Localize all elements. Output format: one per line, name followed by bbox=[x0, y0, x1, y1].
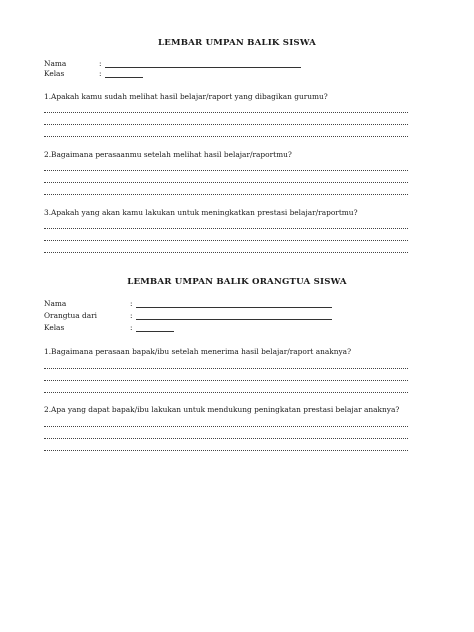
field-label: Orangtua dari bbox=[44, 311, 98, 320]
answer-line[interactable] bbox=[44, 124, 408, 125]
answer-line[interactable] bbox=[44, 240, 408, 241]
parent-section-title: LEMBAR UMPAN BALIK ORANGTUA SISWA bbox=[127, 277, 347, 287]
answer-line[interactable] bbox=[44, 380, 408, 381]
answer-line[interactable] bbox=[44, 392, 408, 393]
student-question-1: 1.Apakah kamu sudah melihat hasil belajar/raport yang dibagikan gurumu? bbox=[44, 92, 328, 101]
student-name-field bbox=[44, 59, 301, 68]
answer-line[interactable] bbox=[44, 426, 408, 427]
answer-line[interactable] bbox=[44, 450, 408, 451]
answer-line[interactable] bbox=[44, 170, 408, 171]
answer-line[interactable] bbox=[44, 112, 408, 113]
answer-line[interactable] bbox=[44, 228, 408, 229]
answer-line[interactable] bbox=[44, 368, 408, 369]
parent-question-1: 1.Bagaimana perasaan bapak/ibu setelah menerima hasil belajar/raport anaknya? bbox=[44, 347, 352, 356]
field-colon: : bbox=[99, 69, 102, 78]
answer-line[interactable] bbox=[44, 252, 408, 253]
class-blank-line[interactable] bbox=[136, 324, 174, 332]
name-blank-line[interactable] bbox=[136, 300, 332, 308]
answer-line[interactable] bbox=[44, 136, 408, 137]
student-question-2: 2.Bagaimana perasaanmu setelah melihat hasil belajar/raportmu? bbox=[44, 150, 292, 159]
answer-line[interactable] bbox=[44, 194, 408, 195]
field-label: Nama bbox=[44, 299, 67, 308]
field-label: Nama bbox=[44, 59, 67, 68]
answer-line[interactable] bbox=[44, 182, 408, 183]
parent-of-field bbox=[44, 311, 332, 320]
field-colon: : bbox=[99, 59, 102, 68]
field-label: Kelas bbox=[44, 323, 65, 332]
field-colon: : bbox=[130, 299, 133, 308]
class-blank-line[interactable] bbox=[105, 70, 143, 78]
child-name-blank-line[interactable] bbox=[136, 312, 332, 320]
name-blank-line[interactable] bbox=[105, 60, 301, 68]
answer-line[interactable] bbox=[44, 438, 408, 439]
student-question-3: 3.Apakah yang akan kamu lakukan untuk meningkatkan prestasi belajar/raportmu? bbox=[44, 208, 358, 217]
field-colon: : bbox=[130, 323, 133, 332]
student-class-field bbox=[44, 69, 143, 78]
parent-name-field bbox=[44, 299, 332, 308]
parent-class-field bbox=[44, 323, 174, 332]
parent-question-2: 2.Apa yang dapat bapak/ibu lakukan untuk mendukung peningkatan prestasi belajar anaknya? bbox=[44, 405, 400, 414]
field-colon: : bbox=[130, 311, 133, 320]
student-section-title: LEMBAR UMPAN BALIK SISWA bbox=[158, 38, 316, 48]
field-label: Kelas bbox=[44, 69, 65, 78]
